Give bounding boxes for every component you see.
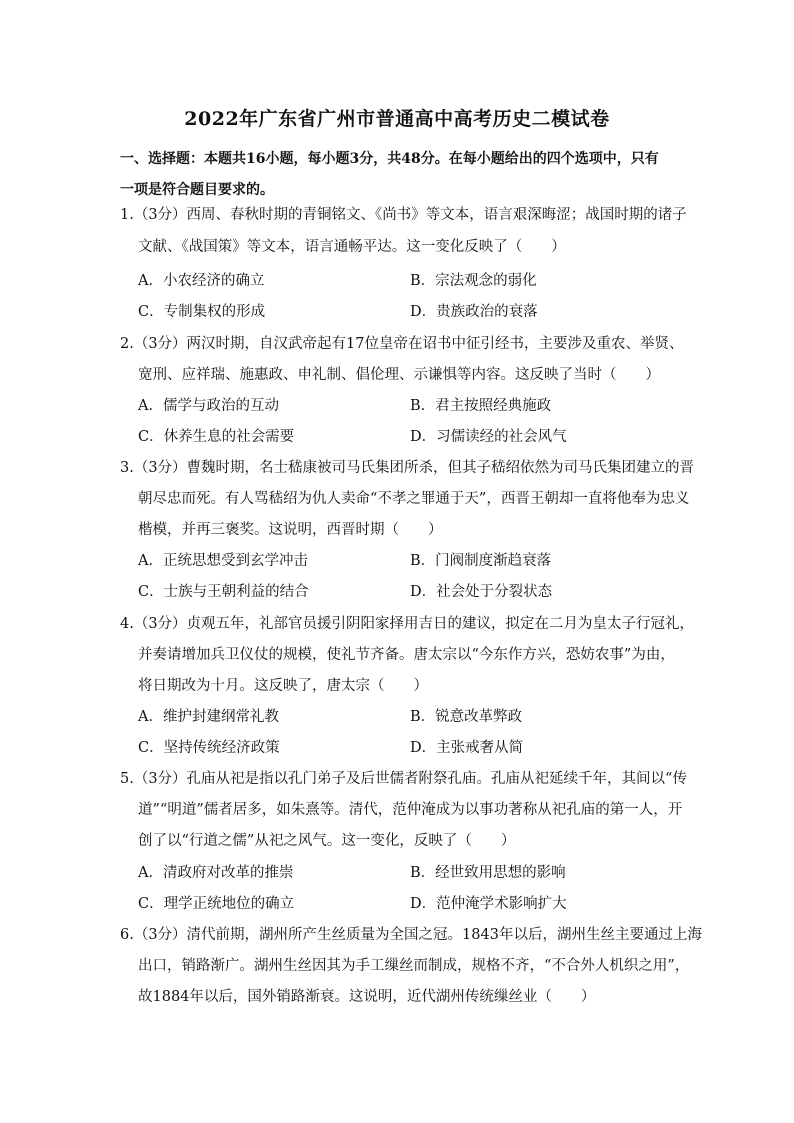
option-d[interactable]: D．范仲淹学术影响扩大 — [410, 896, 567, 912]
option-b[interactable]: B．君主按照经典施政 — [410, 398, 552, 414]
question-stem-line: 创了以“行道之儒”从祀之风气。这一变化，反映了（ ） — [138, 833, 516, 849]
option-d[interactable]: D．社会处于分裂状态 — [410, 584, 553, 600]
question-stem-line: 3.（3分）曹魏时期，名士嵇康被司马氏集团所杀，但其子嵇绍依然为司马氏集团建立的晋 — [120, 460, 695, 476]
question-stem-line: 将日期改为十月。这反映了，唐太宗（ ） — [138, 678, 428, 694]
option-b[interactable]: B．门阀制度渐趋衰落 — [410, 553, 552, 569]
question-stem-line: 6.（3分）清代前期，湖州所产生丝质量为全国之冠。1843年以后，湖州生丝主要通过上海 — [120, 927, 702, 943]
option-c[interactable]: C．专制集权的形成 — [138, 304, 266, 320]
option-b[interactable]: B．锐意改革弊政 — [410, 709, 523, 725]
section-heading — [120, 144, 680, 206]
question-stem-line: 2.（3分）两汉时期，自汉武帝起有17位皇帝在诏书中征引经书，主要涉及重农、举贤、 — [120, 336, 684, 352]
question-stem-line: 并奏请增加兵卫仪仗的规模，使礼节齐备。唐太宗以“今东作方兴，恐妨农事”为由， — [138, 647, 675, 663]
question-stem-line: 楷模，并再三褒奖。这说明，西晋时期（ ） — [138, 522, 443, 538]
option-a[interactable]: A．维护封建纲常礼教 — [138, 709, 279, 725]
option-a[interactable]: A．清政府对改革的推崇 — [138, 865, 294, 881]
question-stem-line: 出口，销路渐广。湖州生丝因其为手工缫丝而制成，规格不齐，“不合外人机织之用”， — [138, 958, 690, 974]
option-d[interactable]: D．贵族政治的衰落 — [410, 304, 538, 320]
option-c[interactable]: C．士族与王朝利益的结合 — [138, 584, 309, 600]
question-stem-line: 文献、《战国策》等文本，语言通畅平达。这一变化反映了（ ） — [138, 239, 566, 255]
option-c[interactable]: C．休养生息的社会需要 — [138, 429, 295, 445]
section-heading-line-2: 一项是符合题目要求的。 — [120, 182, 274, 198]
option-a[interactable]: A．正统思想受到玄学冲击 — [138, 553, 308, 569]
question-stem-line: 1.（3分）西周、春秋时期的青铜铭文、《尚书》等文本，语言艰深晦涩；战国时期的诸子 — [120, 207, 687, 223]
question-stem-line: 4.（3分）贞观五年，礼部官员援引阴阳家择用吉日的建议，拟定在二月为皇太子行冠礼， — [120, 616, 695, 632]
option-b[interactable]: B．宗法观念的弱化 — [410, 273, 537, 289]
option-d[interactable]: D．主张戒奢从简 — [410, 740, 524, 756]
option-c[interactable]: C．坚持传统经济政策 — [138, 740, 280, 756]
option-a[interactable]: A．儒学与政治的互动 — [138, 398, 279, 414]
section-heading-line-1: 一、选择题：本题共16小题，每小题3分，共48分。在每小题给出的四个选项中，只有 — [120, 151, 659, 167]
question-stem-line: 故1884年以后，国外销路渐衰。这说明，近代湖州传统缫丝业（ ） — [138, 989, 596, 1005]
question-stem-line: 道”“明道”儒者居多，如朱熹等。清代，范仲淹成为以事功著称从祀孔庙的第一人，开 — [138, 802, 683, 818]
option-d[interactable]: D．习儒读经的社会风气 — [410, 429, 567, 445]
question-stem-line: 朝尽忠而死。有人骂嵇绍为仇人卖命“不孝之罪通于天”，西晋王朝却一直将他奉为忠义 — [138, 491, 690, 507]
question-stem-line: 宽刑、应祥瑞、施惠政、申礼制、倡伦理、示谦惧等内容。这反映了当时（ ） — [138, 367, 660, 383]
option-a[interactable]: A．小农经济的确立 — [138, 273, 265, 289]
page-title: 2022年广东省广州市普通高中高考历史二模试卷 — [184, 108, 610, 130]
option-b[interactable]: B．经世致用思想的影响 — [410, 865, 566, 881]
question-stem-line: 5.（3分）孔庙从祀是指以孔门弟子及后世儒者附祭孔庙。孔庙从祀延续千年，其间以“传 — [120, 771, 687, 787]
option-c[interactable]: C．理学正统地位的确立 — [138, 896, 295, 912]
